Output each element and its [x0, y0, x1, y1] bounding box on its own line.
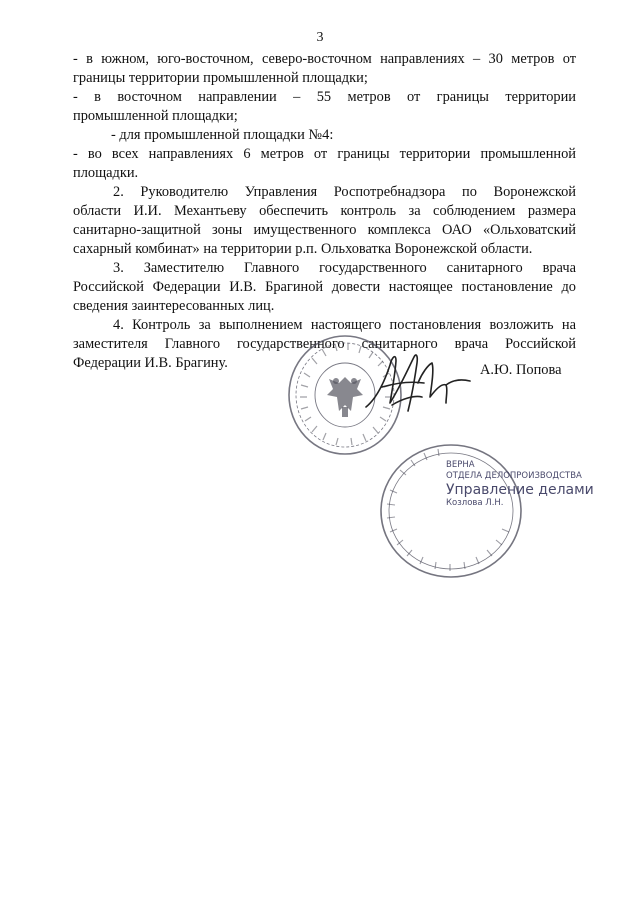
- signature: [362, 343, 472, 428]
- stamp-text: [446, 460, 594, 509]
- text-line: границы территории промышленной площадки;: [73, 70, 368, 86]
- text-line: сведения заинтересованных лиц.: [73, 298, 275, 314]
- text-line: санитарно-защитной зоны имущественного комплекса ОАО «Ольховатский: [73, 222, 576, 238]
- text-line: Российской Федерации И.В. Брагиной довести настоящее постановление до: [73, 279, 576, 295]
- text-line: 2. Руководителю Управления Роспотребнадзора по Воронежской: [113, 184, 576, 200]
- text-line: - в южном, юго-восточном, северо-восточном направлениях – 30 метров от: [73, 51, 576, 67]
- text-line: сахарный комбинат» на территории р.п. Ольховатка Воронежской области.: [73, 241, 533, 257]
- page-number: 3: [316, 30, 324, 45]
- text-line: заместителя Главного государственного санитарного врача Российской: [73, 336, 576, 352]
- stamp-text-line: ВЕРНА: [446, 460, 475, 470]
- text-line: - для промышленной площадки №4:: [111, 127, 334, 143]
- text-line: Федерации И.В. Брагину.: [73, 355, 228, 371]
- text-line: области И.И. Механтьеву обеспечить контроль за соблюдением размера: [73, 203, 576, 219]
- stamp-text-line: Управление делами: [446, 482, 594, 498]
- document-body: [73, 50, 576, 373]
- text-line: 4. Контроль за выполнением настоящего постановления возложить на: [113, 317, 576, 333]
- stamp-text-line: Козлова Л.Н.: [446, 498, 504, 508]
- signature-icon: [362, 343, 472, 423]
- signer-name: А.Ю. Попова: [480, 362, 562, 378]
- text-line: - в восточном направлении – 55 метров от границы территории: [73, 89, 576, 105]
- text-line: промышленной площадки;: [73, 108, 238, 124]
- text-line: площадки.: [73, 165, 139, 181]
- text-line: 3. Заместителю Главного государственного санитарного врача: [113, 260, 576, 276]
- stamp-text-line: ОТДЕЛА ДЕЛОПРОИЗВОДСТВА: [446, 471, 582, 481]
- text-line: - во всех направлениях 6 метров от границы территории промышленной: [73, 146, 576, 162]
